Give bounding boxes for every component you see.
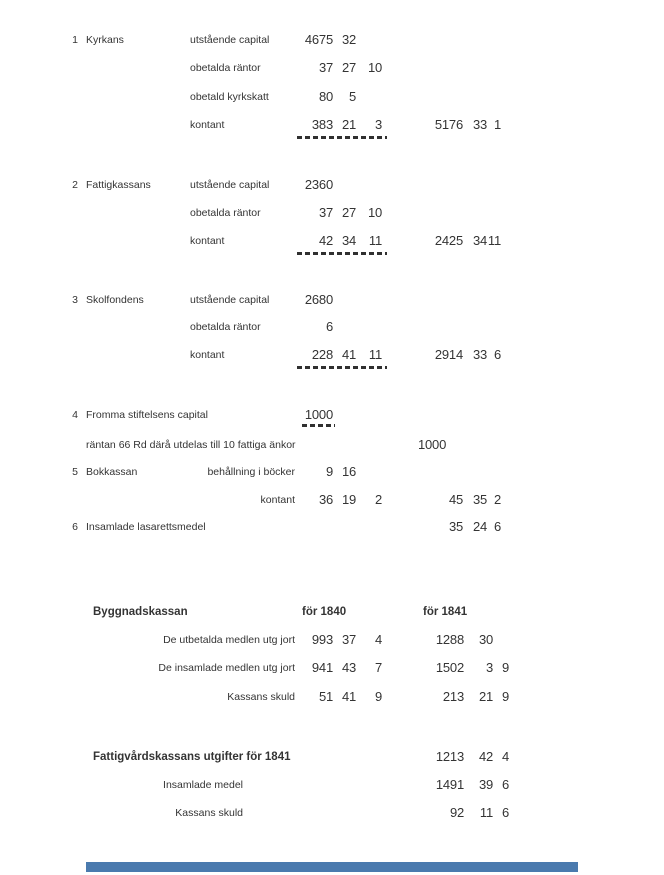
- row-label: obetalda räntor: [190, 321, 261, 333]
- amount-runstycken: 4: [501, 749, 509, 764]
- amount-skilling: 42: [478, 749, 493, 764]
- account-row: [0, 408, 664, 423]
- amount-skilling: 16: [341, 464, 356, 479]
- total-riksdaler: 5176: [434, 117, 463, 132]
- total-runstycken: 6: [493, 519, 501, 534]
- total-riksdaler: 2914: [434, 347, 463, 362]
- amount-1841-skilling: 30: [478, 632, 493, 647]
- account-row: [0, 493, 664, 508]
- total-skilling: 24: [472, 519, 487, 534]
- amount-1841-riksdaler: 1502: [435, 660, 464, 675]
- amount-riksdaler: 228: [311, 347, 333, 362]
- account-row: [0, 33, 664, 48]
- amount-riksdaler: 36: [318, 492, 333, 507]
- total-riksdaler: 2425: [434, 233, 463, 248]
- amount-1840-skilling: 37: [341, 632, 356, 647]
- amount-1840-riksdaler: 941: [311, 660, 333, 675]
- amount-runstycken: 11: [368, 233, 382, 248]
- account-row: [0, 293, 664, 308]
- account-name: Kyrkans: [86, 34, 124, 46]
- amount-1841-runstycken: 9: [501, 660, 509, 675]
- account-row: [0, 778, 664, 793]
- row-label: kontant: [190, 349, 225, 361]
- row-label: utstående capital: [190, 179, 270, 191]
- amount-skilling: 41: [341, 347, 356, 362]
- account-row: [0, 234, 664, 249]
- row-label: Insamlade medel: [163, 779, 243, 791]
- note-text: räntan 66 Rd därå utdelas till 10 fattiga änkor: [86, 439, 296, 451]
- total-runstycken: 11: [487, 233, 501, 248]
- amount-skilling: 32: [341, 32, 356, 47]
- amount-1840-runstycken: 9: [374, 689, 382, 704]
- item-number: 6: [72, 521, 78, 533]
- amount-skilling: 19: [341, 492, 356, 507]
- account-row: [0, 633, 664, 648]
- account-name: Bokkassan: [86, 466, 138, 478]
- account-row: [0, 90, 664, 105]
- amount-1841-runstycken: 9: [501, 689, 509, 704]
- amount-riksdaler: 6: [325, 319, 333, 334]
- amount-riksdaler: 1213: [435, 749, 464, 764]
- amount-riksdaler: 37: [318, 60, 333, 75]
- column-header-1841: för 1841: [423, 606, 468, 618]
- account-row: [0, 661, 664, 676]
- amount-skilling: 21: [341, 117, 356, 132]
- amount-riksdaler: 2680: [304, 292, 333, 307]
- amount-riksdaler: 383: [311, 117, 333, 132]
- total-skilling: 33: [472, 347, 487, 362]
- amount-riksdaler: 4675: [304, 32, 333, 47]
- item-number: 5: [72, 466, 78, 478]
- amount-runstycken: 3: [374, 117, 382, 132]
- row-label: kontant: [260, 494, 295, 506]
- note-row: [0, 438, 664, 453]
- total-skilling: 34: [472, 233, 487, 248]
- subtotal-dashed-line: [297, 136, 387, 139]
- column-header-1840: för 1840: [302, 606, 347, 618]
- byggnadskassan-header: [0, 605, 664, 620]
- account-row: [0, 520, 664, 535]
- section-title: Byggnadskassan: [93, 606, 188, 618]
- row-label: utstående capital: [190, 294, 270, 306]
- account-row: [0, 320, 664, 335]
- account-row: [0, 348, 664, 363]
- amount-skilling: 27: [341, 60, 356, 75]
- row-label: De insamlade medlen utg jort: [158, 662, 295, 674]
- account-name: Fattigkassans: [86, 179, 151, 191]
- amount-1841-skilling: 3: [485, 660, 493, 675]
- total-skilling: 33: [472, 117, 487, 132]
- row-label: Kassans skuld: [227, 691, 295, 703]
- total-skilling: 35: [472, 492, 487, 507]
- amount-1840-skilling: 43: [341, 660, 356, 675]
- amount-1841-riksdaler: 213: [442, 689, 464, 704]
- account-row: [0, 465, 664, 480]
- row-label: kontant: [190, 119, 225, 131]
- row-label: obetald kyrkskatt: [190, 91, 269, 103]
- row-label: utstående capital: [190, 34, 270, 46]
- account-row: [0, 61, 664, 76]
- amount-riksdaler: 1000: [304, 407, 333, 422]
- amount-1841-skilling: 21: [478, 689, 493, 704]
- account-row: [0, 178, 664, 193]
- item-number: 4: [72, 409, 78, 421]
- amount-riksdaler: 92: [449, 805, 464, 820]
- amount-1841-riksdaler: 1288: [435, 632, 464, 647]
- subtotal-dashed-line: [302, 424, 335, 427]
- row-label: De utbetalda medlen utg jort: [163, 634, 295, 646]
- amount-skilling: 39: [478, 777, 493, 792]
- account-name: Insamlade lasarettsmedel: [86, 521, 206, 533]
- total-runstycken: 6: [493, 347, 501, 362]
- amount-runstycken: 11: [368, 347, 382, 362]
- amount-skilling: 11: [479, 805, 493, 820]
- amount-riksdaler: 37: [318, 205, 333, 220]
- account-name: Fromma stiftelsens capital: [86, 409, 208, 421]
- amount-riksdaler: 42: [318, 233, 333, 248]
- item-number: 2: [72, 179, 78, 191]
- amount-1840-riksdaler: 51: [318, 689, 333, 704]
- amount-riksdaler: 2360: [304, 177, 333, 192]
- item-number: 1: [72, 34, 78, 46]
- account-row: [0, 118, 664, 133]
- amount-riksdaler: 80: [318, 89, 333, 104]
- amount-skilling: 34: [341, 233, 356, 248]
- row-label: behållning i böcker: [207, 466, 295, 478]
- total-runstycken: 1: [493, 117, 501, 132]
- amount-riksdaler: 1491: [435, 777, 464, 792]
- amount-1840-runstycken: 7: [374, 660, 382, 675]
- subtotal-dashed-line: [297, 252, 387, 255]
- account-row: [0, 206, 664, 221]
- amount-runstycken: 6: [501, 777, 509, 792]
- amount-1840-riksdaler: 993: [311, 632, 333, 647]
- amount-riksdaler: 9: [325, 464, 333, 479]
- fattigvardskassan-header: [0, 750, 664, 765]
- row-label: Kassans skuld: [175, 807, 243, 819]
- amount-runstycken: 6: [501, 805, 509, 820]
- row-label: obetalda räntor: [190, 62, 261, 74]
- total-riksdaler: 35: [448, 519, 463, 534]
- total-riksdaler: 1000: [418, 437, 447, 452]
- row-label: obetalda räntor: [190, 207, 261, 219]
- account-row: [0, 690, 664, 705]
- account-row: [0, 806, 664, 821]
- amount-1840-skilling: 41: [341, 689, 356, 704]
- total-runstycken: 2: [493, 492, 501, 507]
- amount-skilling: 5: [348, 89, 356, 104]
- row-label: kontant: [190, 235, 225, 247]
- amount-1840-runstycken: 4: [374, 632, 382, 647]
- amount-runstycken: 2: [374, 492, 382, 507]
- amount-skilling: 27: [341, 205, 356, 220]
- amount-runstycken: 10: [367, 205, 382, 220]
- total-riksdaler: 45: [448, 492, 463, 507]
- subtotal-dashed-line: [297, 366, 387, 369]
- amount-runstycken: 10: [367, 60, 382, 75]
- bottom-bar: [86, 862, 578, 872]
- account-name: Skolfondens: [86, 294, 144, 306]
- item-number: 3: [72, 294, 78, 306]
- section-title: Fattigvårdskassans utgifter för 1841: [93, 751, 291, 763]
